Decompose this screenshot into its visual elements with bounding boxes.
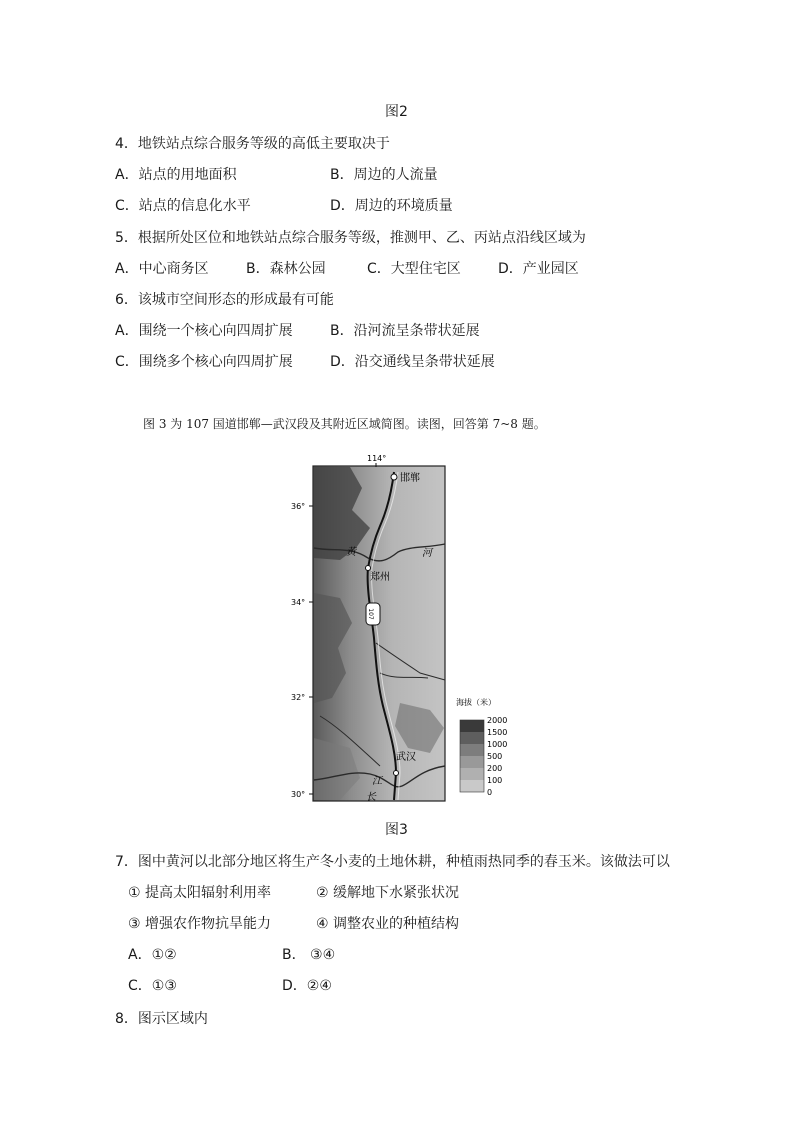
latitude-label-34: 34°	[291, 598, 306, 607]
question-7-statement-2: ② 缓解地下水紧张状况	[316, 885, 460, 901]
zhengzhou-label: 郑州	[370, 572, 390, 583]
question-7-option-b: B． ③④	[282, 947, 336, 963]
wuhan-label: 武汉	[396, 752, 416, 763]
legend-level-200: 200	[487, 764, 503, 773]
wuhan-marker	[394, 771, 399, 776]
legend-level-2000: 2000	[487, 716, 508, 725]
handan-label: 邯郸	[400, 473, 420, 484]
question-5-option-c: C．大型住宅区	[367, 261, 461, 277]
legend-swatch-1000	[460, 744, 484, 756]
question-5-option-a: A．中心商务区	[115, 261, 209, 277]
question-4-option-b: B．周边的人流量	[330, 167, 438, 183]
legend-swatch-2000	[460, 720, 484, 732]
question-8-stem: 8．图示区域内	[115, 1011, 208, 1027]
river-label-huang: 黄	[346, 547, 356, 558]
question-6-option-d: D．沿交通线呈条带状延展	[330, 354, 495, 370]
elevation-legend	[460, 720, 484, 792]
river-label-chang: 长	[366, 792, 376, 803]
question-7-statement-1: ① 提高太阳辐射利用率	[128, 885, 272, 901]
question-7-statement-4: ④ 调整农业的种植结构	[316, 916, 460, 932]
river-label-he: 河	[422, 548, 432, 559]
legend-level-500: 500	[487, 752, 503, 761]
figure-3-map	[280, 448, 520, 808]
legend-level-1500: 1500	[487, 728, 508, 737]
latitude-label-36: 36°	[291, 502, 306, 511]
latitude-label-30: 30°	[291, 790, 306, 799]
figure-2-caption: 图2	[385, 104, 408, 120]
question-5-stem: 5．根据所处区位和地铁站点综合服务等级，推测甲、乙、丙站点沿线区域为	[115, 230, 586, 246]
zhengzhou-marker	[366, 566, 371, 571]
question-6-option-a: A．围绕一个核心向四周扩展	[115, 323, 293, 339]
legend-swatch-1500	[460, 732, 484, 744]
question-4-stem: 4．地铁站点综合服务等级的高低主要取决于	[115, 136, 390, 152]
figure-3-caption: 图3	[385, 822, 408, 838]
legend-swatch-500	[460, 756, 484, 768]
question-4-option-c: C．站点的信息化水平	[115, 198, 251, 214]
question-7-statement-3: ③ 增强农作物抗旱能力	[128, 916, 272, 932]
legend-level-1000: 1000	[487, 740, 508, 749]
longitude-label: 114°	[367, 454, 387, 463]
question-6-option-c: C．围绕多个核心向四周扩展	[115, 354, 293, 370]
legend-swatch-100	[460, 780, 484, 792]
question-6-option-b: B．沿河流呈条带状延展	[330, 323, 480, 339]
question-4-option-d: D．周边的环境质量	[330, 198, 453, 214]
legend-title: 海拔（米）	[456, 698, 496, 707]
question-5-option-b: B．森林公园	[246, 261, 326, 277]
legend-level-0: 0	[487, 788, 493, 797]
route-number: 107	[367, 608, 374, 620]
question-7-stem: 7．图中黄河以北部分地区将生产冬小麦的土地休耕，种植雨热同季的春玉米。该做法可以	[115, 854, 670, 870]
question-5-option-d: D．产业园区	[498, 261, 579, 277]
question-4-option-a: A．站点的用地面积	[115, 167, 237, 183]
handan-marker	[391, 474, 397, 480]
legend-level-100: 100	[487, 776, 503, 785]
question-7-option-a: A．①②	[128, 947, 177, 963]
question-7-option-c: C．①③	[128, 978, 177, 994]
river-label-jiang: 江	[372, 776, 382, 787]
figure-3-intro: 图 3 为 107 国道邯郸—武汉段及其附近区域简图。读图，回答第 7~8 题。	[143, 417, 546, 431]
legend-swatch-200	[460, 768, 484, 780]
latitude-label-32: 32°	[291, 693, 306, 702]
question-7-option-d: D．②④	[282, 978, 332, 994]
question-6-stem: 6．该城市空间形态的形成最有可能	[115, 292, 334, 308]
